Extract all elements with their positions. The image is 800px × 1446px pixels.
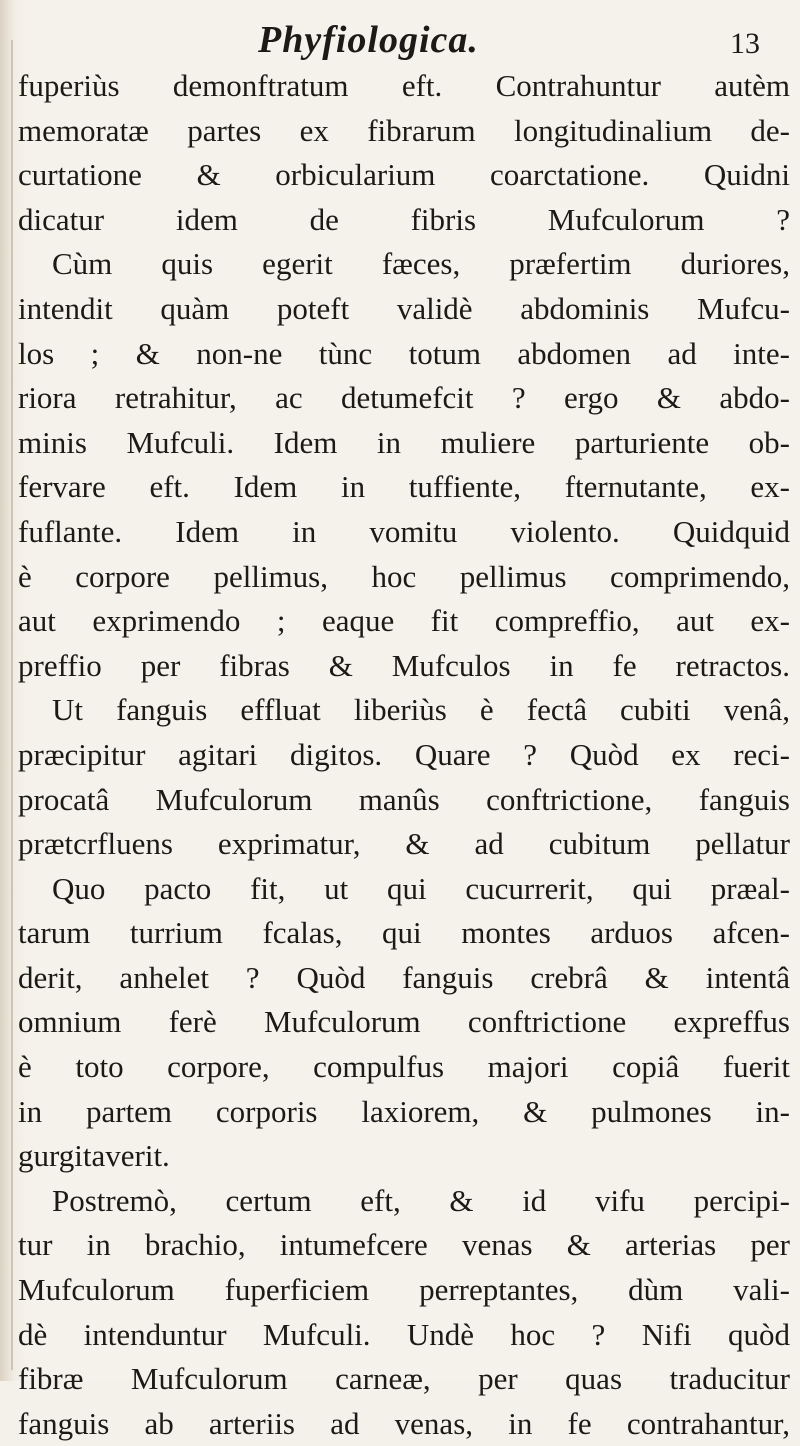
text-line: dè intenduntur Mufculi. Undè hoc ? Nifi quòd (18, 1316, 790, 1352)
text-line: Cùm quis egerit fæces, præfertim duriores, (52, 246, 790, 282)
text-line: los ; & non-ne tùnc totum abdomen ad inte- (18, 335, 790, 371)
text-line: preffio per fibras & Mufculos in fe retractos. (18, 647, 790, 683)
text-line: curtatione & orbicularium coarctatione. Quidni (18, 157, 790, 193)
text-line: tarum turrium fcalas, qui montes arduos afcen- (18, 915, 790, 951)
text-line: aut exprimendo ; eaque fit compreffio, aut ex- (18, 603, 790, 639)
text-line: Mufculorum fuperficiem perreptantes, dùm vali- (18, 1272, 790, 1308)
running-head (0, 18, 800, 62)
text-line: derit, anhelet ? Quòd fanguis crebrâ & intentâ (18, 959, 790, 995)
text-line: fervare eft. Idem in tuffiente, fternutante, ex- (18, 469, 790, 505)
text-line: Postremò, certum eft, & id vifu percipi- (52, 1182, 790, 1218)
running-title: Phyfiologica. (258, 19, 479, 61)
body-text (18, 64, 790, 1446)
text-line: minis Mufculi. Idem in muliere parturiente ob- (18, 424, 790, 460)
text-line: Ut fanguis effluat liberiùs è fectâ cubiti venâ, (52, 692, 790, 728)
text-line: intendit quàm poteft validè abdominis Mufcu- (18, 290, 790, 326)
text-line: gurgitaverit. (18, 1138, 170, 1174)
text-line: Quo pacto fit, ut qui cucurrerit, qui præal- (52, 870, 790, 906)
text-line: in partem corporis laxiorem, & pulmones in- (18, 1093, 790, 1129)
text-line: tur in brachio, intumefcere venas & arterias per (18, 1227, 790, 1263)
text-line: fuflante. Idem in vomitu violento. Quidquid (18, 513, 790, 549)
text-line: fibræ Mufculorum carneæ, per quas traducitur (18, 1361, 790, 1397)
page-number: 13 (730, 27, 760, 60)
text-line: è toto corpore, compulfus majori copiâ fuerit (18, 1049, 790, 1085)
text-line: præcipitur agitari digitos. Quare ? Quòd ex reci- (18, 736, 790, 772)
text-line: memoratæ partes ex fibrarum longitudinalium de- (18, 112, 790, 148)
text-line: fanguis ab arteriis ad venas, in fe contrahantur, (18, 1405, 790, 1441)
text-line: fuperiùs demonftratum eft. Contrahuntur autèm (18, 68, 790, 103)
text-line: riora retrahitur, ac detumefcit ? ergo & abdo- (18, 380, 790, 416)
text-line: dicatur idem de fibris Mufculorum ? (18, 201, 790, 237)
text-line: procatâ Mufculorum manûs conftrictione, fanguis (18, 781, 790, 817)
page-gutter (11, 40, 13, 1370)
text-line: omnium ferè Mufculorum conftrictione expreffus (18, 1004, 790, 1040)
text-line: è corpore pellimus, hoc pellimus comprimendo, (18, 558, 790, 594)
text-line: prætcrfluens exprimatur, & ad cubitum pellatur (18, 826, 790, 862)
